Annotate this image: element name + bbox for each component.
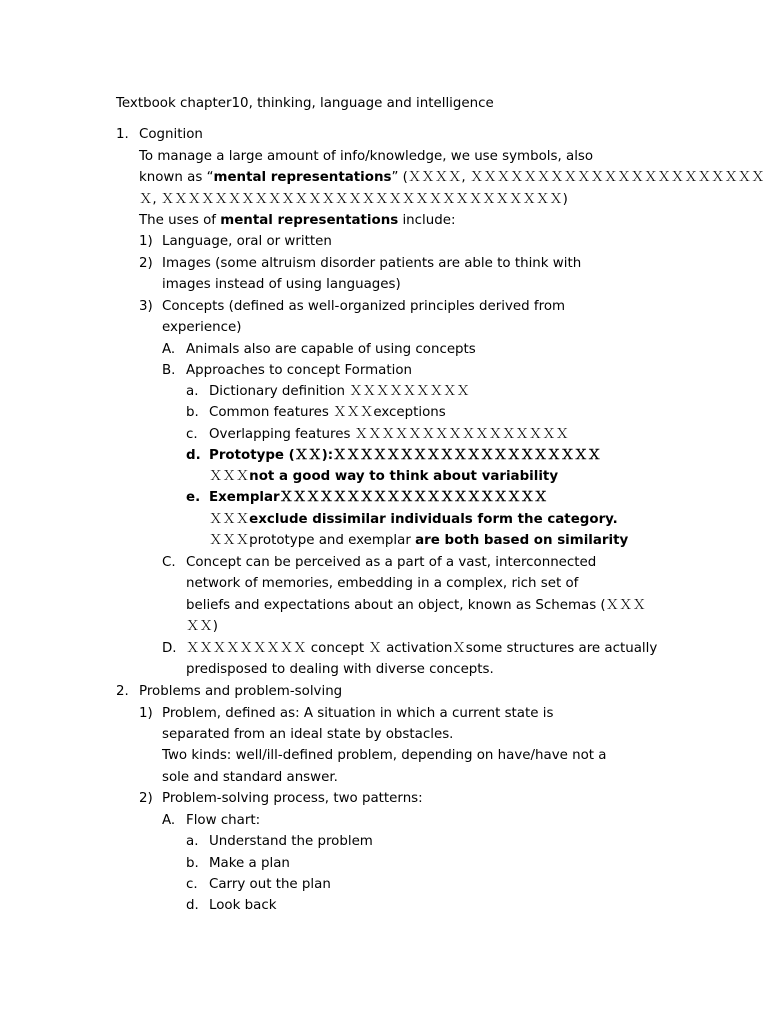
item-C-text: Concept can be perceived as a part of a vast, interconnected <box>186 555 597 570</box>
item-C-text-cont: network of memories, embedding in a complex, rich set of <box>186 576 579 591</box>
step-a-text: Understand the problem <box>209 834 373 849</box>
item-C-text-cont-2: beliefs and expectations about an object, known as Schemas (ＸＸＸ <box>186 598 646 613</box>
problem-item-1-text-cont: separated from an ideal state by obstacles. <box>162 727 454 742</box>
item-1-number: 1) <box>139 234 153 249</box>
item-B-letter: B. <box>162 363 176 378</box>
item-c-text: Overlapping features ＸＸＸＸＸＸＸＸＸＸＸＸＸＸＸＸ <box>209 427 569 442</box>
item-D-text-cont: predisposed to dealing with diverse concepts. <box>186 662 494 677</box>
item-b-letter: b. <box>186 405 199 420</box>
problem-item-1-text-cont-2: Two kinds: well/ill-defined problem, depending on have/have not a <box>162 748 607 763</box>
problem-item-2-number: 2) <box>139 791 153 806</box>
item-e-text-cont-2: ＸＸＸprototype and exemplar are both based on similarity <box>209 533 629 548</box>
item-e-letter: e. <box>186 490 201 505</box>
item-a-letter: a. <box>186 384 199 399</box>
item-e-text-cont: ＸＸＸexclude dissimilar individuals form the category. <box>209 512 618 527</box>
item-A-text: Animals also are capable of using concepts <box>186 342 476 357</box>
item-3-number: 3) <box>139 299 153 314</box>
item-c-letter: c. <box>186 427 198 442</box>
item-A-letter: A. <box>162 342 176 357</box>
item-3-text: Concepts (defined as well-organized principles derived from <box>162 299 566 314</box>
section-2-heading: Problems and problem-solving <box>139 684 343 699</box>
item-D-text: ＸＸＸＸＸＸＸＸＸ concept Ｘ activationＸsome structures are actually <box>186 641 658 656</box>
item-1-text: Language, oral or written <box>162 234 332 249</box>
item-a-text: Dictionary definition ＸＸＸＸＸＸＸＸＸ <box>209 384 470 399</box>
item-D-letter: D. <box>162 641 177 656</box>
item-d-letter: d. <box>186 448 201 463</box>
item-d-text: Prototype (ＸＸ):ＸＸＸＸＸＸＸＸＸＸＸＸＸＸＸＸＸＸＸＸ <box>209 448 601 463</box>
item-2-text-cont: images instead of using languages) <box>162 277 401 292</box>
item-2-number: 2) <box>139 256 153 271</box>
intro-line-1: To manage a large amount of info/knowledge, we use symbols, also <box>139 149 594 164</box>
problem-item-1-text: Problem, defined as: A situation in which a current state is <box>162 706 554 721</box>
step-c-text: Carry out the plan <box>209 877 331 892</box>
problem-item-1-number: 1) <box>139 706 153 721</box>
section-2-number: 2. <box>116 684 129 699</box>
item-B-text: Approaches to concept Formation <box>186 363 413 378</box>
item-C-text-cont-3: ＸＸ) <box>186 619 219 634</box>
item-C-letter: C. <box>162 555 176 570</box>
step-d-letter: d. <box>186 898 199 913</box>
step-a-letter: a. <box>186 834 199 849</box>
item-b-text: Common features ＸＸＸexceptions <box>209 405 446 420</box>
flow-chart-letter: A. <box>162 813 176 828</box>
step-b-text: Make a plan <box>209 856 290 871</box>
problem-item-2-text: Problem-solving process, two patterns: <box>162 791 423 806</box>
flow-chart-text: Flow chart: <box>186 813 261 828</box>
document-title: Textbook chapter10, thinking, language and intelligence <box>116 96 494 111</box>
section-1-heading: Cognition <box>139 127 203 142</box>
item-d-text-cont: ＸＸＸnot a good way to think about variability <box>209 469 559 484</box>
section-1-number: 1. <box>116 127 129 142</box>
problem-item-1-text-cont-3: sole and standard answer. <box>162 770 338 785</box>
item-3-text-cont: experience) <box>162 320 242 335</box>
item-2-text: Images (some altruism disorder patients are able to think with <box>162 256 582 271</box>
uses-line: The uses of mental representations include: <box>139 213 456 228</box>
step-c-letter: c. <box>186 877 198 892</box>
intro-line-2: known as “mental representations” (ＸＸＸＸ, ＸＸＸＸＸＸＸＸＸＸＸＸＸＸＸＸＸＸＸＸＸＸ <box>139 170 765 185</box>
step-b-letter: b. <box>186 856 199 871</box>
step-d-text: Look back <box>209 898 277 913</box>
intro-line-3: Ｘ, ＸＸＸＸＸＸＸＸＸＸＸＸＸＸＸＸＸＸＸＸＸＸＸＸＸＸＸＸＸＸ) <box>139 192 568 207</box>
item-e-text: ExemplarＸＸＸＸＸＸＸＸＸＸＸＸＸＸＸＸＸＸＸＸ <box>209 490 548 505</box>
